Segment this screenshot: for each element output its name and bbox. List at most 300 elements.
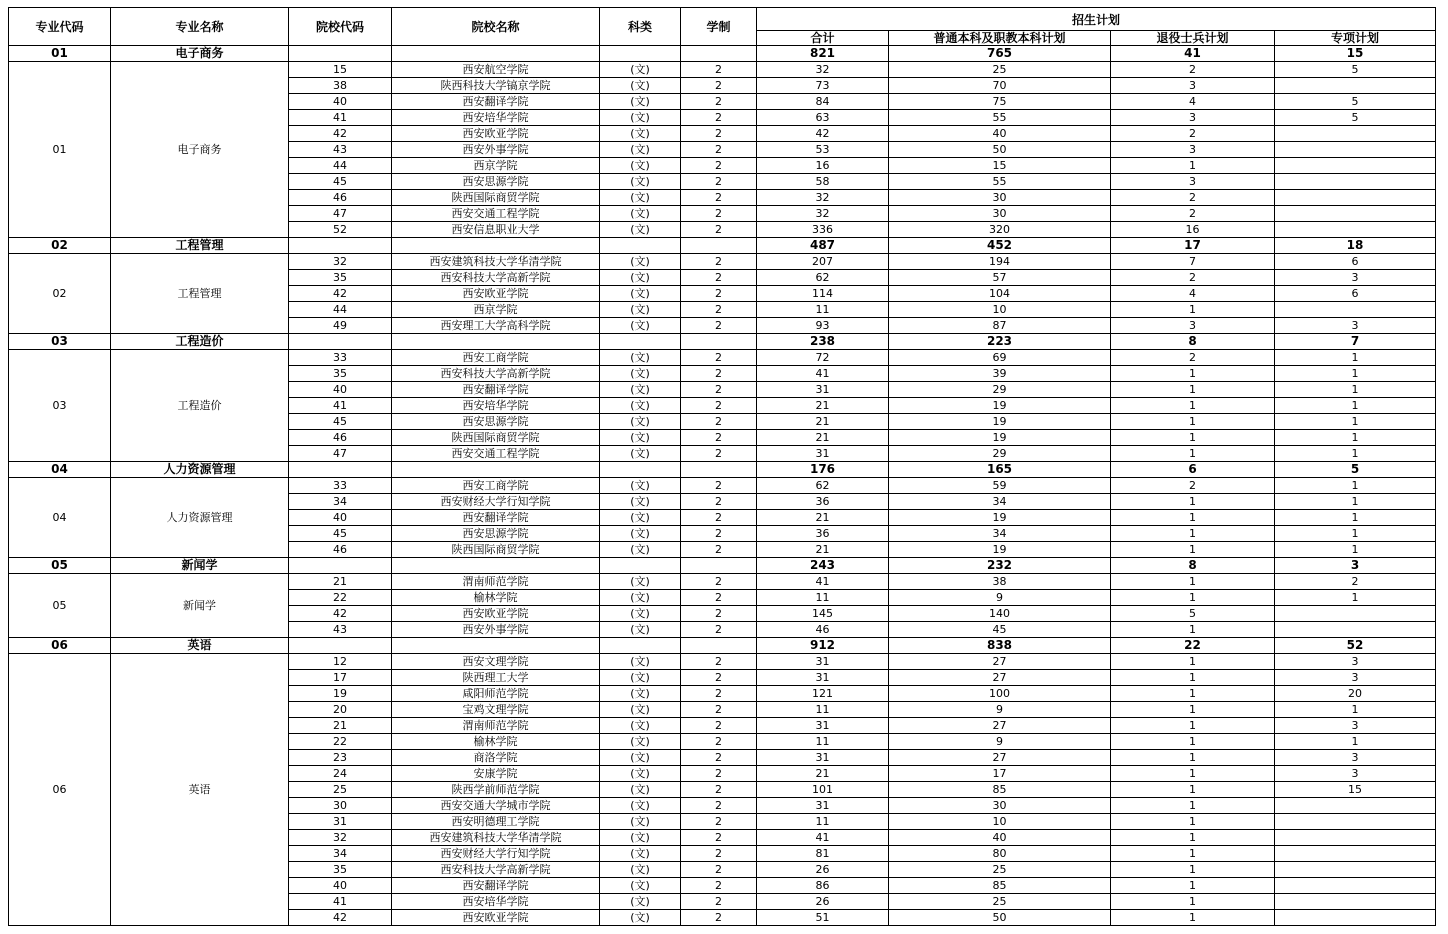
years: 2 [681,254,757,270]
subject: (文) [600,286,681,302]
school-code: 38 [289,78,392,94]
table-row [9,62,1436,78]
header-enrollment-plan: 招生计划 [757,8,1436,31]
school-name: 西安科技大学高新学院 [392,366,600,382]
years: 2 [681,750,757,766]
total: 31 [757,798,889,814]
years: 2 [681,830,757,846]
special-plan: 5 [1275,110,1436,126]
school-code: 19 [289,686,392,702]
category-name: 电子商务 [111,46,289,62]
special-plan: 2 [1275,574,1436,590]
school-code: 35 [289,862,392,878]
category-school-name [392,462,600,478]
subject: (文) [600,718,681,734]
regular-plan: 39 [889,366,1111,382]
total: 42 [757,126,889,142]
table-row [9,574,1436,590]
subject: (文) [600,446,681,462]
total: 41 [757,366,889,382]
category-years [681,638,757,654]
regular-plan: 34 [889,526,1111,542]
special-plan: 15 [1275,782,1436,798]
total: 36 [757,494,889,510]
header-subject: 科类 [600,8,681,46]
regular-plan: 75 [889,94,1111,110]
veteran-plan: 1 [1111,830,1275,846]
school-name: 西安航空学院 [392,62,600,78]
regular-plan: 70 [889,78,1111,94]
veteran-plan: 1 [1111,654,1275,670]
total: 81 [757,846,889,862]
category-name: 新闻学 [111,558,289,574]
regular-plan: 87 [889,318,1111,334]
regular-plan: 15 [889,158,1111,174]
school-name: 西安交通工程学院 [392,206,600,222]
subject: (文) [600,846,681,862]
special-plan [1275,174,1436,190]
category-school-name [392,238,600,254]
veteran-plan: 4 [1111,286,1275,302]
veteran-plan: 1 [1111,446,1275,462]
group-major-code: 06 [9,654,111,926]
regular-plan: 10 [889,814,1111,830]
subject: (文) [600,686,681,702]
special-plan [1275,910,1436,926]
subject: (文) [600,830,681,846]
regular-plan: 27 [889,718,1111,734]
years: 2 [681,414,757,430]
school-name: 西安翻译学院 [392,382,600,398]
subject: (文) [600,622,681,638]
school-code: 32 [289,254,392,270]
veteran-plan: 1 [1111,494,1275,510]
regular-plan: 45 [889,622,1111,638]
total: 62 [757,478,889,494]
school-name: 陕西国际商贸学院 [392,542,600,558]
category-special: 3 [1275,558,1436,574]
regular-plan: 19 [889,414,1111,430]
veteran-plan: 2 [1111,126,1275,142]
group-major-code: 03 [9,350,111,462]
subject: (文) [600,78,681,94]
category-years [681,238,757,254]
category-veteran: 17 [1111,238,1275,254]
years: 2 [681,734,757,750]
total: 101 [757,782,889,798]
veteran-plan: 3 [1111,78,1275,94]
years: 2 [681,62,757,78]
school-code: 20 [289,702,392,718]
special-plan: 3 [1275,670,1436,686]
veteran-plan: 1 [1111,670,1275,686]
school-name: 陕西学前师范学院 [392,782,600,798]
subject: (文) [600,590,681,606]
special-plan: 5 [1275,94,1436,110]
header-special-plan: 专项计划 [1275,31,1436,46]
veteran-plan: 4 [1111,94,1275,110]
subject: (文) [600,542,681,558]
veteran-plan: 1 [1111,750,1275,766]
years: 2 [681,526,757,542]
regular-plan: 29 [889,382,1111,398]
special-plan: 1 [1275,702,1436,718]
years: 2 [681,174,757,190]
subject: (文) [600,910,681,926]
veteran-plan: 1 [1111,894,1275,910]
total: 32 [757,62,889,78]
school-name: 西安工商学院 [392,478,600,494]
subject: (文) [600,414,681,430]
subject: (文) [600,430,681,446]
regular-plan: 100 [889,686,1111,702]
category-school-name [392,638,600,654]
years: 2 [681,78,757,94]
school-name: 西安翻译学院 [392,510,600,526]
regular-plan: 194 [889,254,1111,270]
veteran-plan: 1 [1111,862,1275,878]
school-name: 西安欧亚学院 [392,606,600,622]
school-name: 陕西理工大学 [392,670,600,686]
subject: (文) [600,702,681,718]
school-name: 西安财经大学行知学院 [392,494,600,510]
special-plan: 3 [1275,654,1436,670]
years: 2 [681,446,757,462]
total: 36 [757,526,889,542]
school-name: 西安交通大学城市学院 [392,798,600,814]
veteran-plan: 5 [1111,606,1275,622]
regular-plan: 50 [889,142,1111,158]
subject: (文) [600,782,681,798]
total: 114 [757,286,889,302]
school-name: 榆林学院 [392,590,600,606]
category-years [681,558,757,574]
veteran-plan: 3 [1111,318,1275,334]
regular-plan: 30 [889,190,1111,206]
category-school-code [289,558,392,574]
category-veteran: 8 [1111,334,1275,350]
years: 2 [681,782,757,798]
years: 2 [681,142,757,158]
subject: (文) [600,494,681,510]
special-plan: 1 [1275,382,1436,398]
group-major-name: 电子商务 [111,62,289,238]
enrollment-plan-table [8,7,1436,926]
group-major-name: 新闻学 [111,574,289,638]
school-name: 西安翻译学院 [392,878,600,894]
veteran-plan: 1 [1111,510,1275,526]
years: 2 [681,878,757,894]
special-plan: 1 [1275,430,1436,446]
veteran-plan: 7 [1111,254,1275,270]
veteran-plan: 2 [1111,62,1275,78]
regular-plan: 55 [889,110,1111,126]
category-total: 821 [757,46,889,62]
school-name: 西安思源学院 [392,174,600,190]
school-code: 44 [289,302,392,318]
regular-plan: 25 [889,62,1111,78]
category-total: 487 [757,238,889,254]
regular-plan: 57 [889,270,1111,286]
table-row [9,350,1436,366]
special-plan [1275,862,1436,878]
years: 2 [681,318,757,334]
regular-plan: 27 [889,670,1111,686]
category-special: 5 [1275,462,1436,478]
regular-plan: 85 [889,782,1111,798]
school-code: 12 [289,654,392,670]
school-name: 西安理工大学高科学院 [392,318,600,334]
years: 2 [681,398,757,414]
subject: (文) [600,398,681,414]
school-name: 西安信息职业大学 [392,222,600,238]
school-code: 40 [289,94,392,110]
school-code: 46 [289,542,392,558]
special-plan [1275,78,1436,94]
category-row [9,238,1436,254]
school-code: 46 [289,430,392,446]
years: 2 [681,670,757,686]
regular-plan: 19 [889,510,1111,526]
header-school-name: 院校名称 [392,8,600,46]
regular-plan: 9 [889,590,1111,606]
category-row [9,462,1436,478]
regular-plan: 9 [889,702,1111,718]
total: 11 [757,590,889,606]
school-name: 西安明德理工学院 [392,814,600,830]
veteran-plan: 1 [1111,302,1275,318]
school-name: 西安培华学院 [392,110,600,126]
special-plan: 1 [1275,734,1436,750]
years: 2 [681,366,757,382]
total: 21 [757,766,889,782]
special-plan: 5 [1275,62,1436,78]
subject: (文) [600,126,681,142]
category-name: 英语 [111,638,289,654]
regular-plan: 55 [889,174,1111,190]
school-name: 西安欧亚学院 [392,126,600,142]
regular-plan: 17 [889,766,1111,782]
veteran-plan: 3 [1111,174,1275,190]
veteran-plan: 1 [1111,526,1275,542]
school-code: 47 [289,206,392,222]
school-code: 24 [289,766,392,782]
category-name: 人力资源管理 [111,462,289,478]
school-name: 西安科技大学高新学院 [392,862,600,878]
category-veteran: 41 [1111,46,1275,62]
table-row [9,254,1436,270]
school-name: 咸阳师范学院 [392,686,600,702]
group-major-code: 04 [9,478,111,558]
total: 21 [757,510,889,526]
school-code: 49 [289,318,392,334]
special-plan: 1 [1275,526,1436,542]
special-plan: 1 [1275,446,1436,462]
category-subject [600,638,681,654]
subject: (文) [600,254,681,270]
school-code: 42 [289,606,392,622]
special-plan: 6 [1275,254,1436,270]
regular-plan: 80 [889,846,1111,862]
regular-plan: 59 [889,478,1111,494]
subject: (文) [600,174,681,190]
veteran-plan: 3 [1111,110,1275,126]
veteran-plan: 2 [1111,206,1275,222]
school-code: 22 [289,590,392,606]
school-code: 42 [289,126,392,142]
subject: (文) [600,318,681,334]
school-code: 46 [289,190,392,206]
special-plan [1275,222,1436,238]
header-school-code: 院校代码 [289,8,392,46]
special-plan: 1 [1275,478,1436,494]
school-code: 35 [289,366,392,382]
school-code: 40 [289,510,392,526]
years: 2 [681,862,757,878]
special-plan [1275,158,1436,174]
veteran-plan: 1 [1111,782,1275,798]
school-name: 宝鸡文理学院 [392,702,600,718]
school-code: 33 [289,350,392,366]
years: 2 [681,910,757,926]
category-code: 01 [9,46,111,62]
special-plan: 1 [1275,398,1436,414]
subject: (文) [600,798,681,814]
total: 336 [757,222,889,238]
category-row [9,638,1436,654]
category-school-code [289,462,392,478]
years: 2 [681,110,757,126]
subject: (文) [600,878,681,894]
school-name: 商洛学院 [392,750,600,766]
category-code: 05 [9,558,111,574]
subject: (文) [600,222,681,238]
regular-plan: 10 [889,302,1111,318]
total: 86 [757,878,889,894]
veteran-plan: 1 [1111,702,1275,718]
total: 11 [757,814,889,830]
special-plan: 1 [1275,350,1436,366]
header-regular-plan: 普通本科及职教本科计划 [889,31,1111,46]
school-name: 西安外事学院 [392,622,600,638]
school-name: 西安思源学院 [392,414,600,430]
school-code: 45 [289,174,392,190]
special-plan [1275,814,1436,830]
school-code: 23 [289,750,392,766]
special-plan: 3 [1275,718,1436,734]
years: 2 [681,798,757,814]
total: 145 [757,606,889,622]
category-name: 工程管理 [111,238,289,254]
subject: (文) [600,158,681,174]
header-major-code: 专业代码 [9,8,111,46]
special-plan: 1 [1275,494,1436,510]
total: 31 [757,750,889,766]
special-plan [1275,798,1436,814]
school-code: 45 [289,414,392,430]
subject: (文) [600,382,681,398]
header-years: 学制 [681,8,757,46]
school-name: 榆林学院 [392,734,600,750]
years: 2 [681,206,757,222]
special-plan: 20 [1275,686,1436,702]
school-code: 44 [289,158,392,174]
subject: (文) [600,478,681,494]
subject: (文) [600,654,681,670]
school-code: 34 [289,846,392,862]
regular-plan: 19 [889,542,1111,558]
years: 2 [681,686,757,702]
total: 21 [757,398,889,414]
years: 2 [681,494,757,510]
special-plan: 3 [1275,318,1436,334]
regular-plan: 25 [889,862,1111,878]
subject: (文) [600,206,681,222]
years: 2 [681,542,757,558]
school-name: 安康学院 [392,766,600,782]
years: 2 [681,606,757,622]
category-school-name [392,46,600,62]
special-plan [1275,878,1436,894]
veteran-plan: 1 [1111,814,1275,830]
group-major-name: 人力资源管理 [111,478,289,558]
category-special: 52 [1275,638,1436,654]
total: 21 [757,414,889,430]
category-row [9,558,1436,574]
total: 31 [757,446,889,462]
veteran-plan: 16 [1111,222,1275,238]
school-code: 21 [289,574,392,590]
school-name: 西安欧亚学院 [392,910,600,926]
subject: (文) [600,94,681,110]
school-code: 25 [289,782,392,798]
veteran-plan: 1 [1111,414,1275,430]
school-name: 西京学院 [392,158,600,174]
category-veteran: 8 [1111,558,1275,574]
school-name: 西京学院 [392,302,600,318]
years: 2 [681,702,757,718]
school-code: 17 [289,670,392,686]
subject: (文) [600,190,681,206]
subject: (文) [600,750,681,766]
total: 31 [757,670,889,686]
regular-plan: 40 [889,126,1111,142]
special-plan [1275,846,1436,862]
years: 2 [681,286,757,302]
regular-plan: 19 [889,430,1111,446]
veteran-plan: 1 [1111,846,1275,862]
category-row [9,334,1436,350]
regular-plan: 69 [889,350,1111,366]
school-code: 30 [289,798,392,814]
years: 2 [681,94,757,110]
total: 11 [757,702,889,718]
school-code: 34 [289,494,392,510]
special-plan: 3 [1275,270,1436,286]
category-school-code [289,334,392,350]
years: 2 [681,382,757,398]
special-plan: 1 [1275,542,1436,558]
veteran-plan: 2 [1111,350,1275,366]
special-plan: 1 [1275,590,1436,606]
school-code: 22 [289,734,392,750]
category-regular: 765 [889,46,1111,62]
subject: (文) [600,142,681,158]
subject: (文) [600,670,681,686]
header-veteran-plan: 退役士兵计划 [1111,31,1275,46]
school-code: 47 [289,446,392,462]
school-name: 西安思源学院 [392,526,600,542]
